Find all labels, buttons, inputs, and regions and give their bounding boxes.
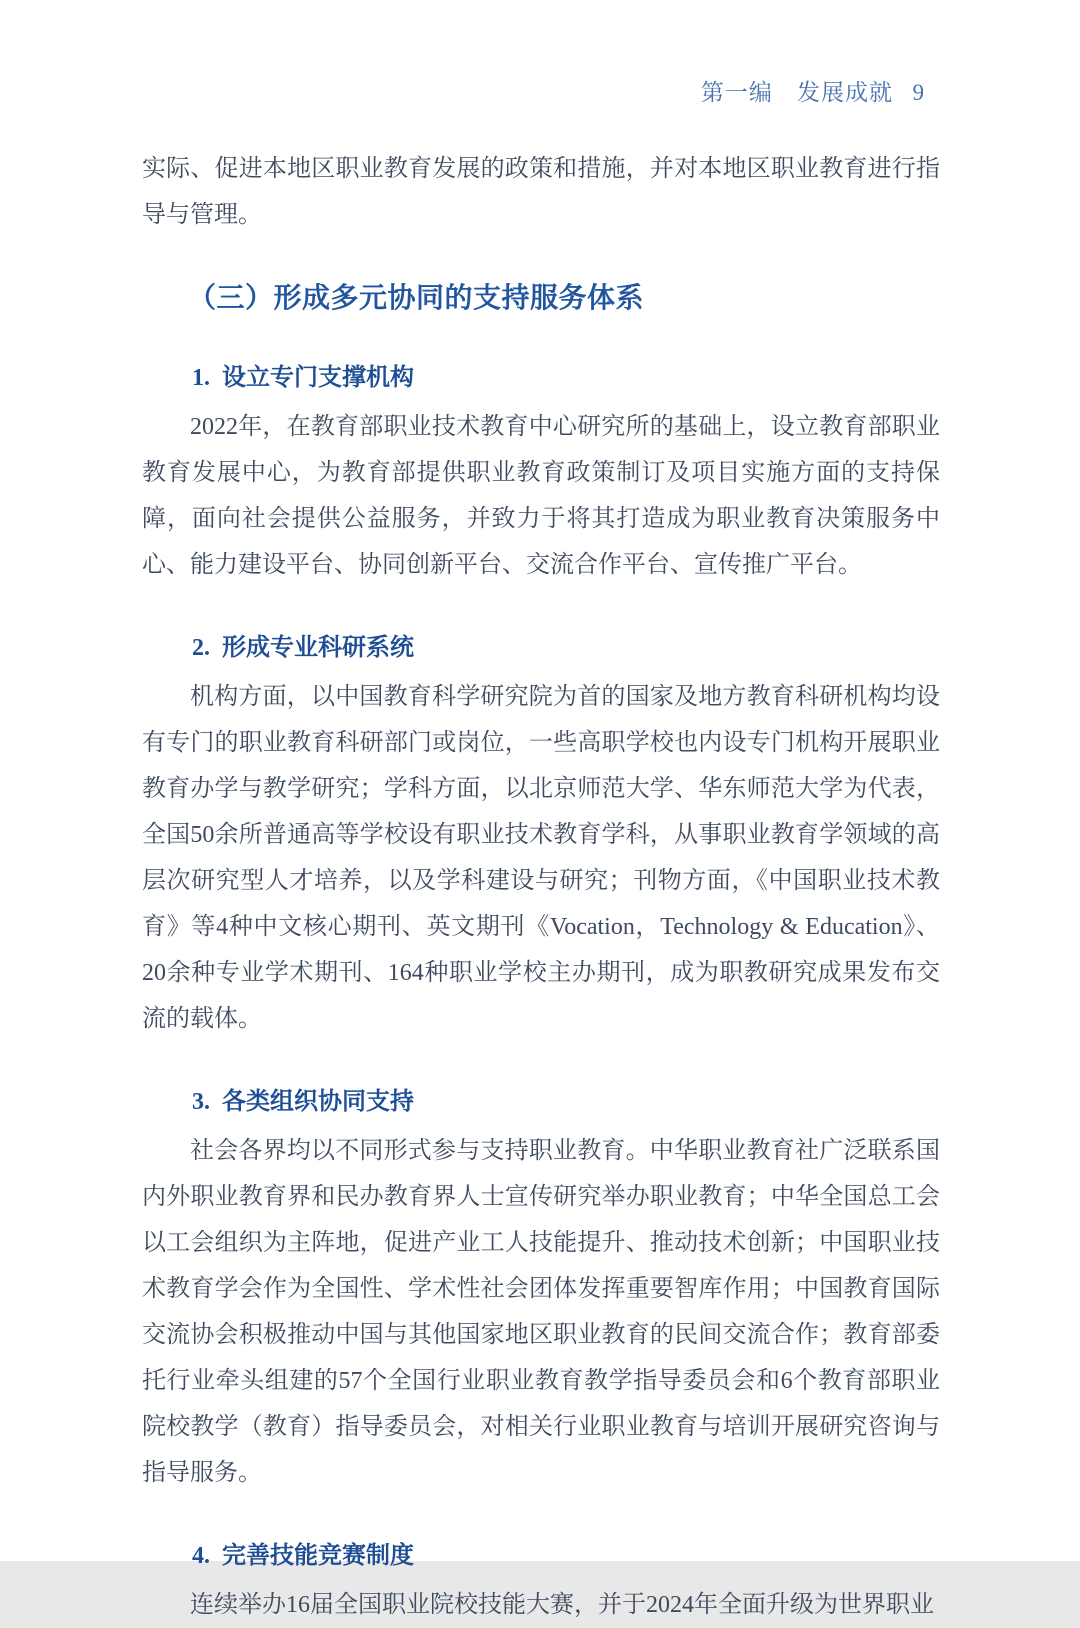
subsection-1	[142, 360, 940, 588]
subsection-2-title: 形成专业科研系统	[222, 634, 414, 661]
subsection-2-number: 2.	[192, 635, 210, 661]
subsection-2-heading	[142, 630, 940, 666]
subsection-3	[142, 1084, 940, 1496]
subsection-3-heading	[142, 1084, 940, 1120]
subsection-2-paragraph: 机构方面，以中国教育科学研究院为首的国家及地方教育科研机构均设有专门的职业教育科研部门或岗位，一些高职学校也内设专门机构开展职业教育办学与教学研究；学科方面，以北京师范大学、华东师范大学为代表，全国50余所普通高等学校设有职业技术教育学科，从事职业教育学领域的高层次研究型人才培养，以及学科建设与研究；刊物方面，《中国职业技术教育》等4种中文核心期刊、英文期刊《Vocation，Technology & Education》、20余种专业学术期刊、164种职业学校主办期刊，成为职教研究成果发布交流的载体。	[142, 684, 940, 1032]
subsection-4-title: 完善技能竞赛制度	[222, 1542, 414, 1569]
subsection-2	[142, 630, 940, 1042]
section-heading: （三）形成多元协同的支持服务体系	[188, 282, 645, 313]
subsection-4-heading	[142, 1538, 940, 1574]
page-number: 9	[912, 80, 925, 105]
subsection-1-number: 1.	[192, 365, 210, 391]
subsection-1-title: 设立专门支撑机构	[222, 364, 414, 391]
header-section-title: 发展成就	[796, 80, 893, 105]
text-column	[142, 0, 940, 1628]
subsection-3-number: 3.	[192, 1089, 210, 1115]
subsection-4	[142, 1538, 940, 1628]
subsection-3-paragraph: 社会各界均以不同形式参与支持职业教育。中华职业教育社广泛联系国内外职业教育界和民办教育界人士宣传研究举办职业教育；中华全国总工会以工会组织为主阵地，促进产业工人技能提升、推动技术创新；中国职业技术教育学会作为全国性、学术性社会团体发挥重要智库作用；中国教育国际交流协会积极推动中国与其他国家地区职业教育的民间交流合作；教育部委托行业牵头组建的57个全国行业职业教育教学指导委员会和6个教育部职业院校教学（教育）指导委员会，对相关行业职业教育与培训开展研究咨询与指导服务。	[142, 1138, 940, 1486]
subsection-1-paragraph: 2022年，在教育部职业技术教育中心研究所的基础上，设立教育部职业教育发展中心，为教育部提供职业教育政策制订及项目实施方面的支持保障，面向社会提供公益服务，并致力于将其打造成为职业教育决策服务中心、能力建设平台、协同创新平台、交流合作平台、宣传推广平台。	[142, 414, 940, 578]
header-section-label: 第一编	[700, 80, 773, 105]
subsection-4-number: 4.	[192, 1543, 210, 1569]
subsection-4-paragraph: 连续举办16届全国职业院校技能大赛，并于2024年全面升级为世界职业	[190, 1592, 934, 1618]
intro-paragraph: 实际、促进本地区职业教育发展的政策和措施，并对本地区职业教育进行指导与管理。	[142, 156, 940, 228]
subsection-1-heading	[142, 360, 940, 396]
subsection-3-title: 各类组织协同支持	[222, 1088, 414, 1115]
